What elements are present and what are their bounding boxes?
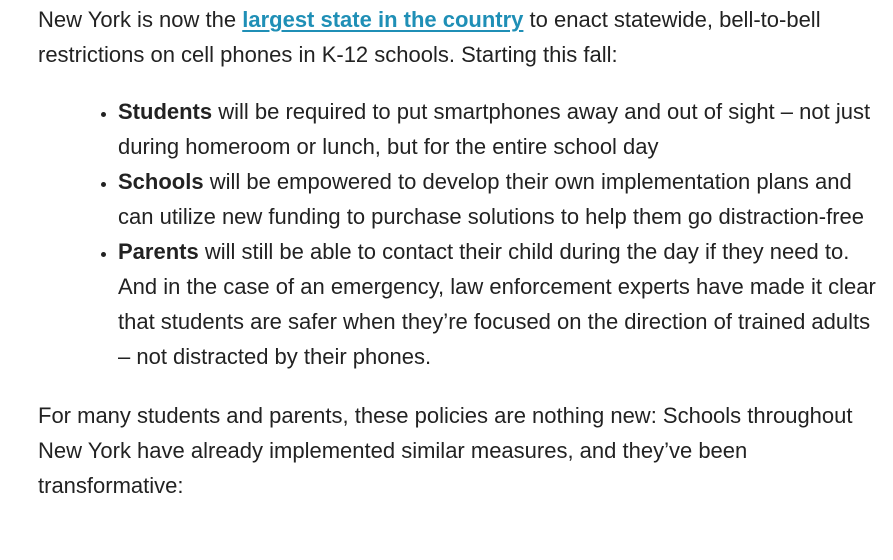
bullet-schools	[118, 164, 878, 234]
bullet-schools-text: will be empowered to develop their own implementation plans and can utilize new funding to purchase solutions to help them go distraction-free	[118, 169, 864, 229]
bullet-students-label: Students	[118, 99, 213, 124]
largest-state-link[interactable]: largest state in the country	[242, 7, 524, 32]
article-body	[38, 2, 878, 503]
bullet-schools-label: Schools	[118, 169, 204, 194]
bullet-parents	[118, 234, 878, 374]
bullet-parents-text: will still be able to contact their child during the day if they need to. And in the case of an emergency, law enforcement experts have made it clear that students are safer when they’re focused on the direction of trained adults – not distracted by their phones.	[118, 239, 876, 369]
intro-text-before-link: New York is now the	[38, 7, 243, 32]
intro-text-after-link: to enact statewide, bell-to-bell restrictions on cell phones in K-12 schools. Starting this fall:	[38, 7, 821, 67]
bullet-students	[118, 94, 878, 164]
bullet-parents-label: Parents	[118, 239, 199, 264]
bullet-students-text: will be required to put smartphones away and out of sight – not just during homeroom or lunch, but for the entire school day	[118, 99, 871, 159]
policy-bullet-list	[38, 94, 878, 374]
intro-paragraph	[38, 2, 878, 72]
closing-paragraph: For many students and parents, these policies are nothing new: Schools throughout New York have already implemented similar measures, and they’ve been transformative:	[38, 403, 853, 498]
